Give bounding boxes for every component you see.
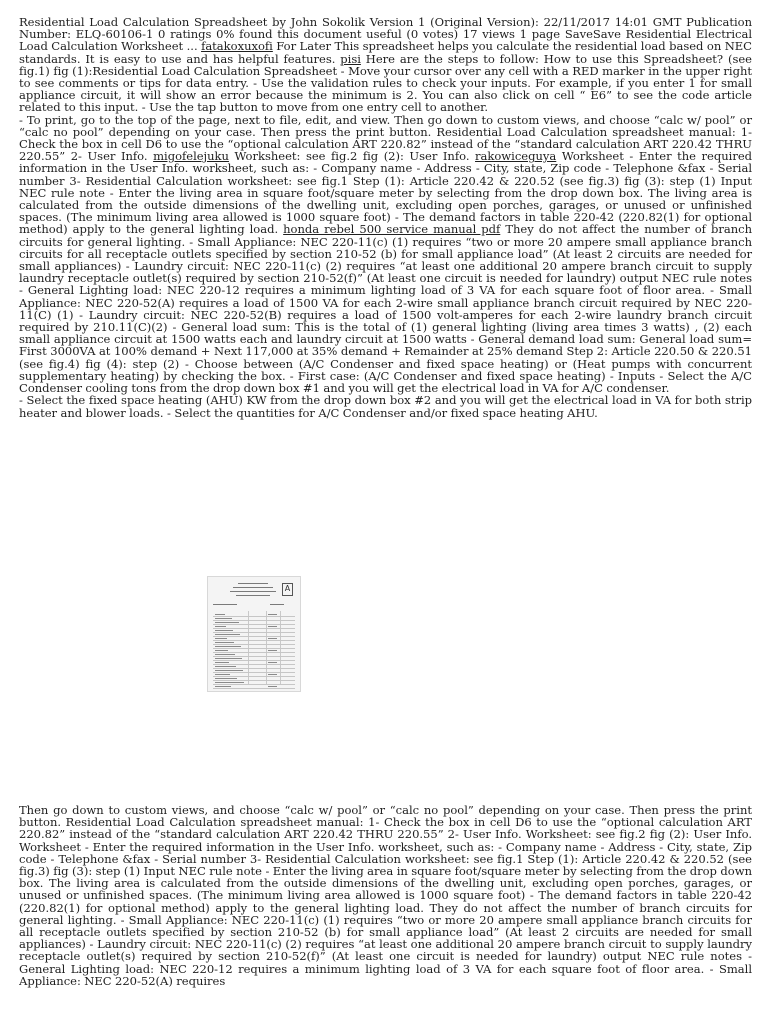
thumb-cell-text [215,674,230,675]
thumb-cell-text [215,686,231,687]
intro-text-4: - To print, go to the top of the page, next to file, edit, and view. Then go down to custom views, and choose “calc w/ pool” or “calc no pool” depending on your case. Then press the print button. Residential Load Calculation spreadsheet manual: 1- Check the box in cell D6 to use the “optional calculation ART 220.82” instead of the “standard calculation ART 220.42 THRU 220.55” 2- User Info. [19,112,752,164]
thumb-label-line [213,604,237,605]
thumb-cell-text [215,642,234,643]
thumb-cell-text [215,670,243,671]
thumb-cell-text [215,678,237,679]
intro-text-1: Residential Load Calculation Spreadsheet by John Sokolik Version 1 (Original Version): 22/11/2017 14:01 GMT Publication Number: ELQ-60106-1 0 ratings 0% found this document useful (0 votes) 17 views 1 page SaveSave Residential Electrical Load Calculation Worksheet ... [19,15,752,54]
thumb-cell-value [268,614,277,615]
thumb-cell-text [215,630,233,631]
spreadsheet-thumbnail-image[interactable] [207,576,301,692]
link-migofelejuku[interactable]: migofelejuku [153,149,229,164]
thumb-cell-value [268,686,277,687]
intro-text-3: Here are the steps to follow: How to use this Spreadsheet? (see fig.1) fig (1):Residential Load Calculation Spreadsheet - Move your cursor over any cell with a RED marker in the upper right to see comments or tips for data entry. - Use the validation rules to check your inputs. For example, if you enter 1 for small appliance circuit, it will show an error because the minimum is 2. You can also click on cell “ E6” to see the code article related to this input. - Use the tap button to move from one entry cell to another. [19,51,752,115]
link-pisi[interactable]: pisi [340,51,361,66]
intro-text-2: For Later This spreadsheet helps you calculate the residential load based on NEC standards. It is easy to use and has helpful features. [19,39,753,66]
link-rakowiceguya[interactable]: rakowiceguya [475,149,557,164]
thumb-label-line [270,604,284,605]
thumb-cell-text [215,622,239,623]
thumb-cell-text [215,646,241,647]
thumb-cell-text [215,634,240,635]
thumb-title-line [233,587,273,588]
thumb-cell-text [215,658,242,659]
thumb-cell-text [215,614,225,615]
thumb-cell-value [268,674,277,675]
thumb-cell-text [215,626,226,627]
thumb-cell-text [215,654,235,655]
intro-paragraph [19,16,752,419]
intro-text-8: - Select the fixed space heating (AHU) KW from the drop down box #2 and you will get the electrical load in VA for both strip heater and blower loads. - Select the quantities for A/C Condenser and/or fixed space heating AHU. [19,393,752,420]
thumb-cell-text [215,618,232,619]
thumb-cell-value [268,638,277,639]
thumb-cell-value [268,650,277,651]
thumb-title-line [230,591,276,592]
link-fatakoxuxofi[interactable]: fatakoxuxofi [201,39,273,54]
intro-text-6: Worksheet - Enter the required information in the User Info. worksheet, such as: - Company name - Address - City, state, Zip code - Telephone &fax - Serial number 3- Residential Calculation worksheet: see fig.1 Step (1): Article 220.42 & 220.52 (see fig.3) fig (3): step (1) Input NEC rule note - Enter the living area in square foot/square meter by selecting from the drop down box. The living area is calculated from the outside dimensions of the dwelling unit, excluding open porches, garages, or unused or unfinished spaces. (The minimum living area allowed is 1000 square foot) - The demand factors in table 220-42 (220.82(1) for optional method) apply to the general lighting load. [19,149,752,237]
thumb-cell-text [215,682,244,683]
thumb-logo-icon: A [282,583,293,596]
thumb-cell-text [215,650,228,651]
thumb-cell-text [215,666,236,667]
thumb-cell-text [215,638,227,639]
thumb-cell-value [268,626,277,627]
intro-text-7: They do not affect the number of branch circuits for general lighting. - Small Appliance: NEC 220-11(c) (1) requires “two or more 20 ampere small appliance branch circuits for all receptacle outlets specified by section 210-52 (b) for small appliance load” (At least 2 circuits are needed for small appliances) - Laundry circuit: NEC 220-11(c) (2) requires “at least one additional 20 ampere branch circuit to supply laundry receptacle outlet(s) required by section 210-52(f)” (At least one circuit is needed for laundry) output NEC rule notes - General Lighting load: NEC 220-12 requires a minimum lighting load of 3 VA for each square foot of floor area. - Small Appliance: NEC 220-52(A) requires a load of 1500 VA for each 2-wire small appliance branch circuit required by NEC 220-11(C) (1) - Laundry circuit: NEC 220-52(B) requires a load of 1500 volt-amperes for each 2-wire laundry branch circuit required by 210.11(C)(2) - General load sum: This is the total of (1) general lighting (living area times 3 watts) , (2) each small appliance circuit at 1500 watts each and laundry circuit at 1500 watts - General demand load sum: General load sum= First 3000VA at 100% demand + Next 117,000 at 35% demand + Remainder at 25% demand Step 2: Article 220.50 & 220.51 (see fig.4) fig (4): step (2) - Choose between (A/C Condenser and fixed space heating) or (Heat pumps with concurrent supplementary heating) by checking the box. - First case: (A/C Condenser and fixed space heating) - Inputs - Select the A/C Condenser cooling tons from the drop down box #1 and you will get the electrical load in VA for A/C condenser. [19,222,752,396]
thumb-title-line [238,583,268,584]
thumb-cell-value [268,662,277,663]
thumb-cell-text [215,662,229,663]
thumb-title-line [236,595,270,596]
link-honda-rebel-manual[interactable]: honda rebel 500 service manual pdf [283,222,501,237]
intro-text-5: Worksheet: see fig.2 fig (2): User Info. [228,149,476,164]
repeat-paragraph: Then go down to custom views, and choose “calc w/ pool” or “calc no pool” depending on your case. Then press the print button. Residential Load Calculation spreadsheet manual: 1- Check the box in cell D6 to use the “optional calculation ART 220.82” instead of the “standard calculation ART 220.42 THRU 220.55” 2- User Info. Worksheet: see fig.2 fig (2): User Info. Worksheet - Enter the required information in the User Info. worksheet, such as: - Company name - Address - City, state, Zip code - Telephone &fax - Serial number 3- Residential Calculation worksheet: see fig.1 Step (1): Article 220.42 & 220.52 (see fig.3) fig (3): step (1) Input NEC rule note - Enter the living area in square foot/square meter by selecting from the drop down box. The living area is calculated from the outside dimensions of the dwelling unit, excluding open porches, garages, or unused or unfinished spaces. (The minimum living area allowed is 1000 square foot) - The demand factors in table 220-42 (220.82(1) for optional method) apply to the general lighting load. They do not affect the number of branch circuits for general lighting. - Small Appliance: NEC 220-11(c) (1) requires “two or more 20 ampere small appliance branch circuits for all receptacle outlets specified by section 210-52 (b) for small appliance load” (At least 2 circuits are needed for small appliances) - Laundry circuit: NEC 220-11(c) (2) requires “at least one additional 20 ampere branch circuit to supply laundry receptacle outlet(s) required by section 210-52(f)” (At least one circuit is needed for laundry) output NEC rule notes - General Lighting load: NEC 220-12 requires a minimum lighting load of 3 VA for each square foot of floor area. - Small Appliance: NEC 220-52(A) requires [19,804,752,988]
